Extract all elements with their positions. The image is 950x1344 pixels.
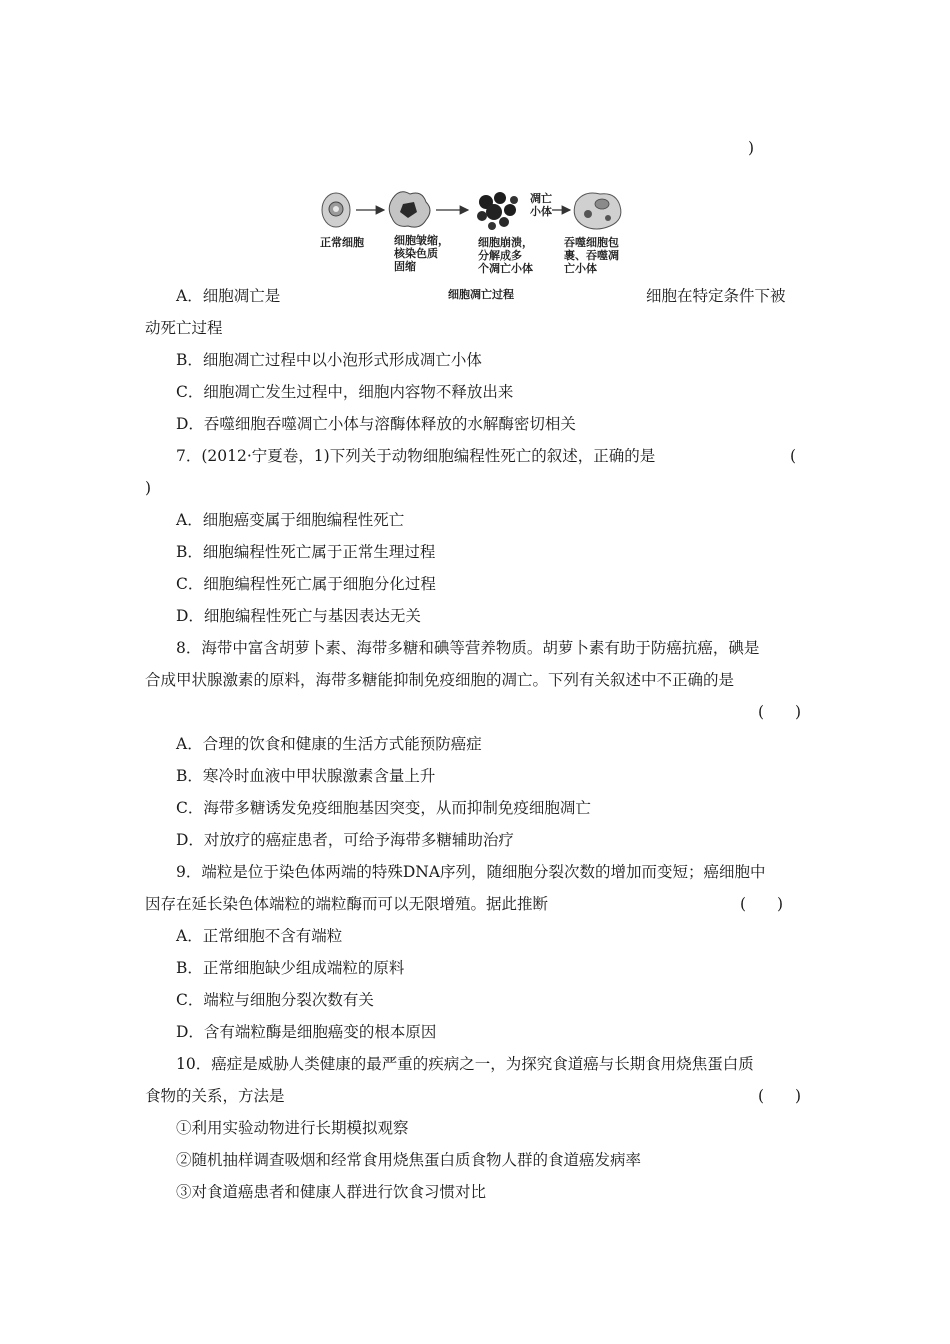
q7-answer-paren-close: ) (145, 479, 152, 497)
q9-option-c: C．端粒与细胞分裂次数有关 (176, 991, 374, 1009)
stage-2-label: 细胞皱缩， 核染色质 固缩 (394, 234, 449, 273)
q7-option-b: B．细胞编程性死亡属于正常生理过程 (176, 543, 436, 561)
q6-option-a-end: 细胞在特定条件下被 (646, 287, 786, 305)
shrunken-cell-icon (389, 192, 430, 227)
q9-option-a: A．正常细胞不含有端粒 (176, 927, 343, 945)
top-paren: ) (748, 139, 755, 157)
q6-option-b: B．细胞凋亡过程中以小泡形式形成凋亡小体 (176, 351, 482, 369)
stage-1-label: 正常细胞 (320, 236, 364, 249)
q9-option-d: D．含有端粒酶是细胞癌变的根本原因 (176, 1023, 437, 1041)
q8-option-b: B．寒冷时血液中甲状腺激素含量上升 (176, 767, 436, 785)
q9-option-b: B．正常细胞缺少组成端粒的原料 (176, 959, 405, 977)
q7-option-c: C．细胞编程性死亡属于细胞分化过程 (176, 575, 436, 593)
q6-option-a-cont: 动死亡过程 (145, 319, 223, 337)
apoptotic-bodies-icon (477, 192, 518, 230)
q9-stem-line2: 因存在延长染色体端粒的端粒酶而可以无限增殖。据此推断 (145, 895, 549, 913)
q8-option-a: A．合理的饮食和健康的生活方式能预防癌症 (176, 735, 482, 753)
q6-option-a-start: A．细胞凋亡是 (176, 287, 281, 305)
q9-answer-paren: ( ) (740, 895, 784, 913)
q7-answer-paren-open: ( (790, 447, 797, 465)
q8-stem-line2: 合成甲状腺激素的原料，海带多糖能抑制免疫细胞的凋亡。下列有关叙述中不正确的是 (145, 671, 735, 689)
q6-option-c: C．细胞凋亡发生过程中，细胞内容物不释放出来 (176, 383, 514, 401)
q10-stem-line1: 10．癌症是威胁人类健康的最严重的疾病之一，为探究食道癌与长期食用烧焦蛋白质 (176, 1055, 754, 1073)
q6-option-d: D．吞噬细胞吞噬凋亡小体与溶酶体释放的水解酶密切相关 (176, 415, 576, 433)
normal-cell-icon (322, 193, 350, 227)
phagocyte-cell-icon (574, 193, 621, 229)
q7-option-d: D．细胞编程性死亡与基因表达无关 (176, 607, 421, 625)
q7-option-a: A．细胞癌变属于细胞编程性死亡 (176, 511, 405, 529)
q10-answer-paren: ( ) (758, 1087, 802, 1105)
apoptosis-figure (318, 188, 638, 306)
figure-caption: 细胞凋亡过程 (448, 288, 514, 301)
q10-stem-line2: 食物的关系，方法是 (145, 1087, 285, 1105)
stage-4-label: 吞噬细胞包 裹、吞噬凋 亡小体 (564, 236, 619, 275)
q10-item-1: ①利用实验动物进行长期模拟观察 (176, 1119, 409, 1137)
q10-item-3: ③对食道癌患者和健康人群进行饮食习惯对比 (176, 1183, 487, 1201)
q8-answer-paren: ( ) (758, 703, 802, 721)
stage-3-label: 细胞崩溃， 分解成多 个凋亡小体 (478, 236, 533, 275)
q10-item-2: ②随机抽样调查吸烟和经常食用烧焦蛋白质食物人群的食道癌发病率 (176, 1151, 642, 1169)
q7-stem: 7．(2012·宁夏卷，1)下列关于动物细胞编程性死亡的叙述，正确的是 (176, 447, 656, 465)
q9-stem-line1: 9．端粒是位于染色体两端的特殊DNA序列，随细胞分裂次数的增加而变短；癌细胞中 (176, 863, 766, 881)
q8-option-d: D．对放疗的癌症患者，可给予海带多糖辅助治疗 (176, 831, 514, 849)
apoptotic-body-label: 凋亡 小体 (530, 192, 552, 218)
q8-stem-line1: 8．海带中富含胡萝卜素、海带多糖和碘等营养物质。胡萝卜素有助于防癌抗癌，碘是 (176, 639, 760, 657)
q8-option-c: C．海带多糖诱发免疫细胞基因突变，从而抑制免疫细胞凋亡 (176, 799, 591, 817)
